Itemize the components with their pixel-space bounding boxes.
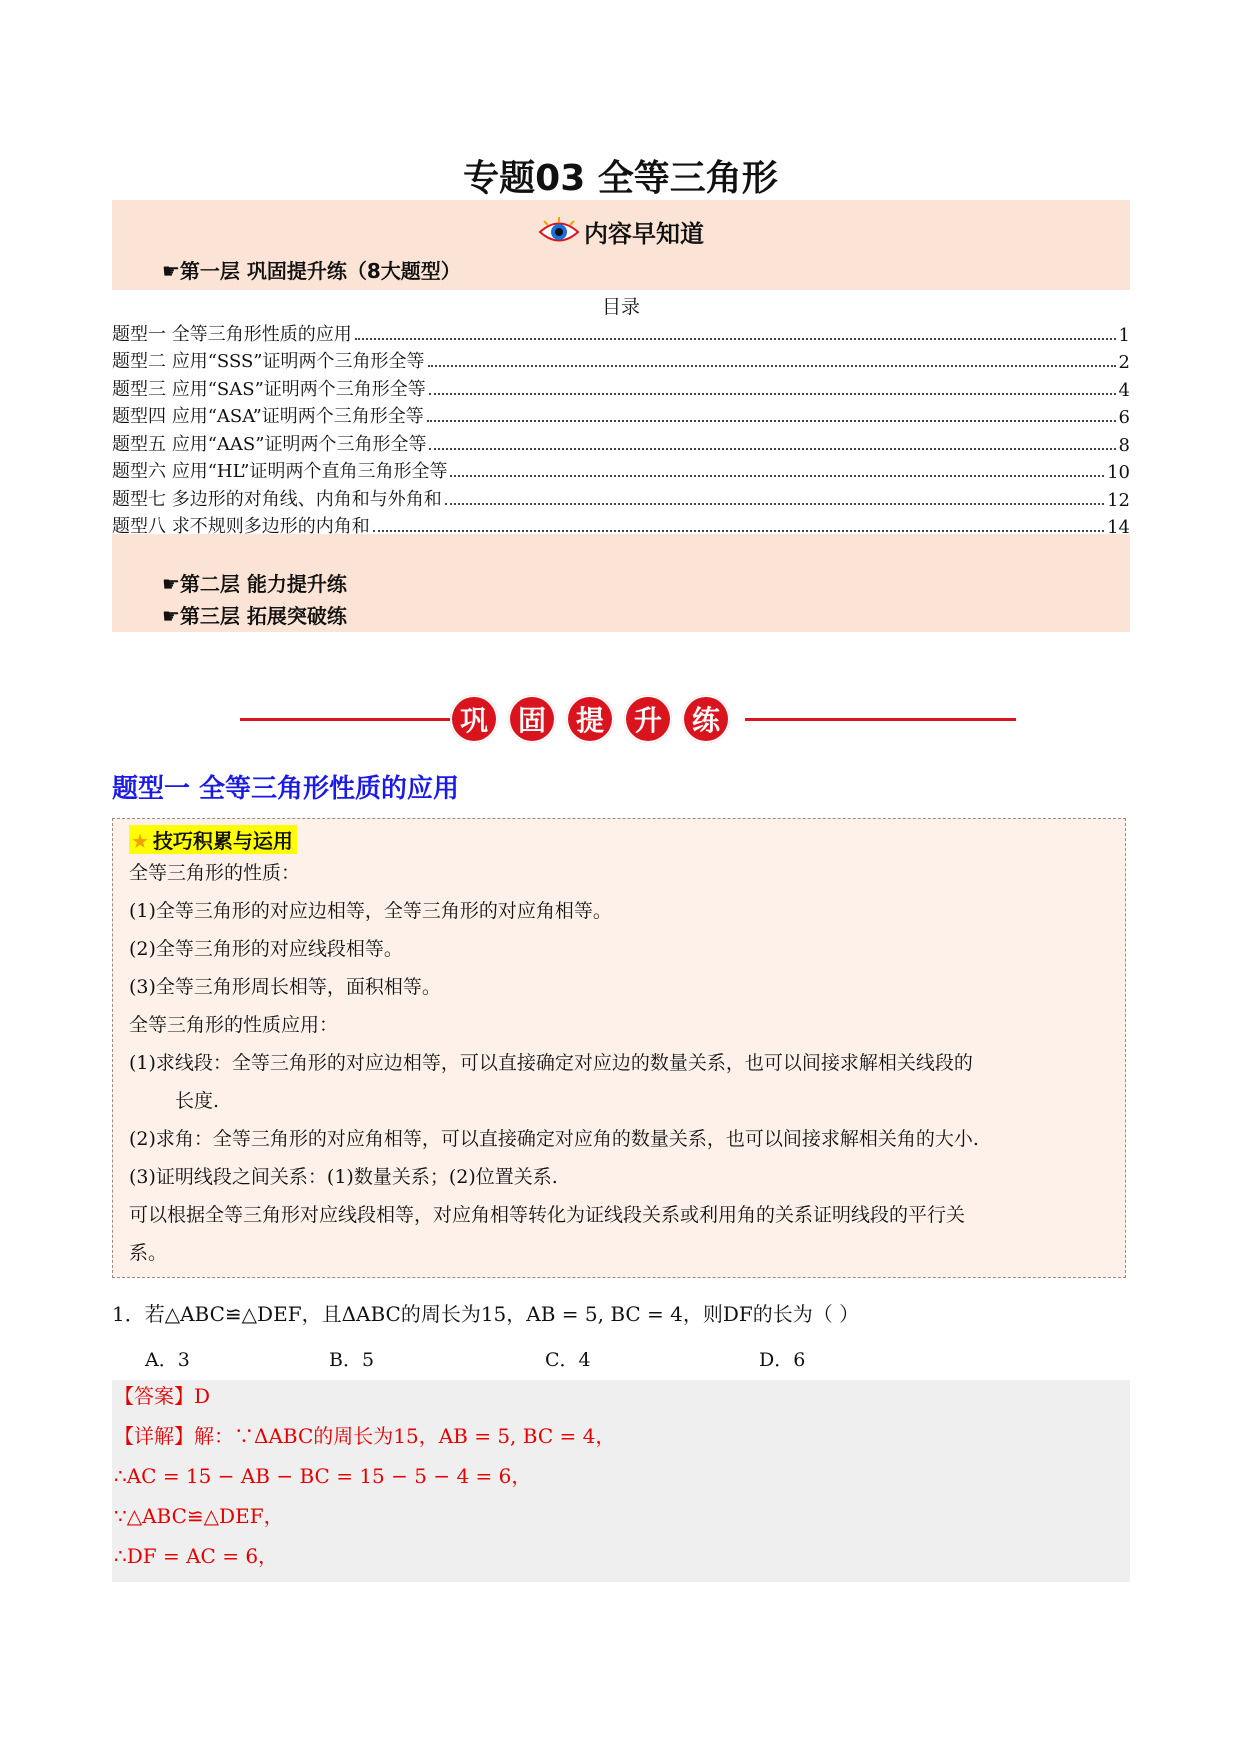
answer-box [112, 1380, 1130, 1582]
toc-item-label: 题型五 应用“AAS”证明两个三角形全等 [112, 433, 427, 455]
layer1-label: ☛第一层 巩固提升练（8大题型） [162, 259, 461, 283]
tips-line: 系。 [129, 1242, 168, 1264]
answer-line: 【详解】解：∵ΔABC的周长为15，AB = 5, BC = 4， [114, 1424, 616, 1448]
option-a[interactable]: A．3 [145, 1349, 190, 1371]
tips-line: 全等三角形的性质应用： [129, 1014, 339, 1036]
option-b[interactable]: B．5 [329, 1349, 375, 1371]
answer-line: ∴AC = 15 − AB − BC = 15 − 5 − 4 = 6， [114, 1464, 532, 1488]
overview-panel [112, 200, 1130, 632]
section-heading: 题型一 全等三角形性质的应用 [112, 774, 460, 804]
banner-char: 提 [566, 695, 614, 743]
banner-chars [450, 695, 730, 743]
tips-line: 长度. [175, 1090, 220, 1112]
answer-label: 【答案】D [114, 1384, 211, 1408]
toc-item[interactable] [112, 401, 1130, 429]
tips-line: (2)全等三角形的对应线段相等。 [129, 938, 403, 960]
tips-box [112, 818, 1126, 1278]
option-c[interactable]: C．4 [545, 1349, 591, 1371]
tips-lines [129, 854, 1109, 1272]
tips-head-text: 技巧积累与运用 [152, 829, 293, 853]
toc-leader-dots [450, 475, 1104, 477]
toc-title: 目录 [601, 296, 640, 318]
toc-leader-dots [445, 503, 1104, 505]
page-title: 专题03 全等三角形 [463, 158, 778, 199]
toc-item-label: 题型四 应用“ASA”证明两个三角形全等 [112, 406, 424, 427]
toc-item-page: 4 [1118, 379, 1130, 401]
toc-item[interactable] [112, 373, 1130, 401]
toc-item-page: 12 [1107, 489, 1130, 511]
toc-item-page: 14 [1107, 517, 1130, 538]
toc-item-page: 6 [1118, 407, 1130, 428]
question-1: 1．若△ABC≌△DEF，且ΔABC的周长为15，AB = 5, BC = 4，则DF的长为（ ） [112, 1302, 860, 1326]
toc-item[interactable] [112, 511, 1130, 539]
toc-item[interactable] [112, 428, 1130, 456]
tips-line: (1)求线段：全等三角形的对应边相等，可以直接确定对应边的数量关系，也可以间接求解相关线段的 [129, 1052, 973, 1074]
banner-line-right [745, 718, 1016, 721]
toc-item[interactable] [112, 346, 1130, 374]
eye-icon [538, 217, 580, 253]
toc-leader-dots [427, 420, 1116, 422]
toc-item-label: 题型六 应用“HL”证明两个直角三角形全等 [112, 461, 448, 482]
tips-line: (1)全等三角形的对应边相等，全等三角形的对应角相等。 [129, 900, 612, 922]
layer2-label: ☛第二层 能力提升练 [162, 572, 347, 596]
star-icon: ★ [131, 829, 149, 853]
tips-line: 全等三角形的性质： [129, 862, 301, 884]
toc-leader-dots [428, 365, 1116, 367]
banner-char: 巩 [450, 695, 498, 743]
tips-line: (3)全等三角形周长相等，面积相等。 [129, 976, 441, 998]
banner-line-left [240, 718, 455, 721]
answer-line: ∴DF = AC = 6， [114, 1544, 279, 1568]
banner-char: 升 [624, 695, 672, 743]
answer-line: ∵△ABC≌△DEF， [114, 1504, 284, 1528]
toc-item-label: 题型三 应用“SAS”证明两个三角形全等 [112, 378, 426, 400]
toc-leader-dots [429, 393, 1116, 395]
toc-item-page: 8 [1118, 434, 1130, 456]
toc-item-page: 1 [1118, 324, 1130, 346]
toc-item-label: 题型八 求不规则多边形的内角和 [112, 516, 370, 537]
tips-line: (2)求角：全等三角形的对应角相等，可以直接确定对应角的数量关系，也可以间接求解相关角的大小. [129, 1128, 979, 1150]
toc-item[interactable] [112, 456, 1130, 484]
toc-item-page: 10 [1107, 462, 1130, 483]
toc-leader-dots [373, 530, 1104, 532]
toc-item-page: 2 [1118, 352, 1130, 373]
toc-item-label: 题型七 多边形的对角线、内角和与外角和 [112, 488, 442, 510]
banner-char: 练 [682, 695, 730, 743]
banner-char: 固 [508, 695, 556, 743]
toc-item-label: 题型二 应用“SSS”证明两个三角形全等 [112, 351, 425, 372]
option-d[interactable]: D．6 [759, 1349, 806, 1371]
section-banner [240, 695, 1016, 743]
toc-leader-dots [355, 338, 1116, 340]
overview-heading-text: 内容早知道 [584, 220, 704, 248]
tips-line: 可以根据全等三角形对应线段相等，对应角相等转化为证线段关系或利用角的关系证明线段的平行关 [129, 1204, 966, 1226]
tips-line: (3)证明线段之间关系：(1)数量关系；(2)位置关系. [129, 1166, 558, 1188]
toc-item[interactable] [112, 483, 1130, 511]
tips-head [129, 825, 297, 854]
toc-list [112, 318, 1130, 538]
overview-heading [112, 214, 1130, 253]
toc-item-label: 题型一 全等三角形性质的应用 [112, 323, 352, 345]
toc-leader-dots [429, 448, 1115, 450]
toc-item[interactable] [112, 318, 1130, 346]
layer3-label: ☛第三层 拓展突破练 [162, 604, 347, 628]
